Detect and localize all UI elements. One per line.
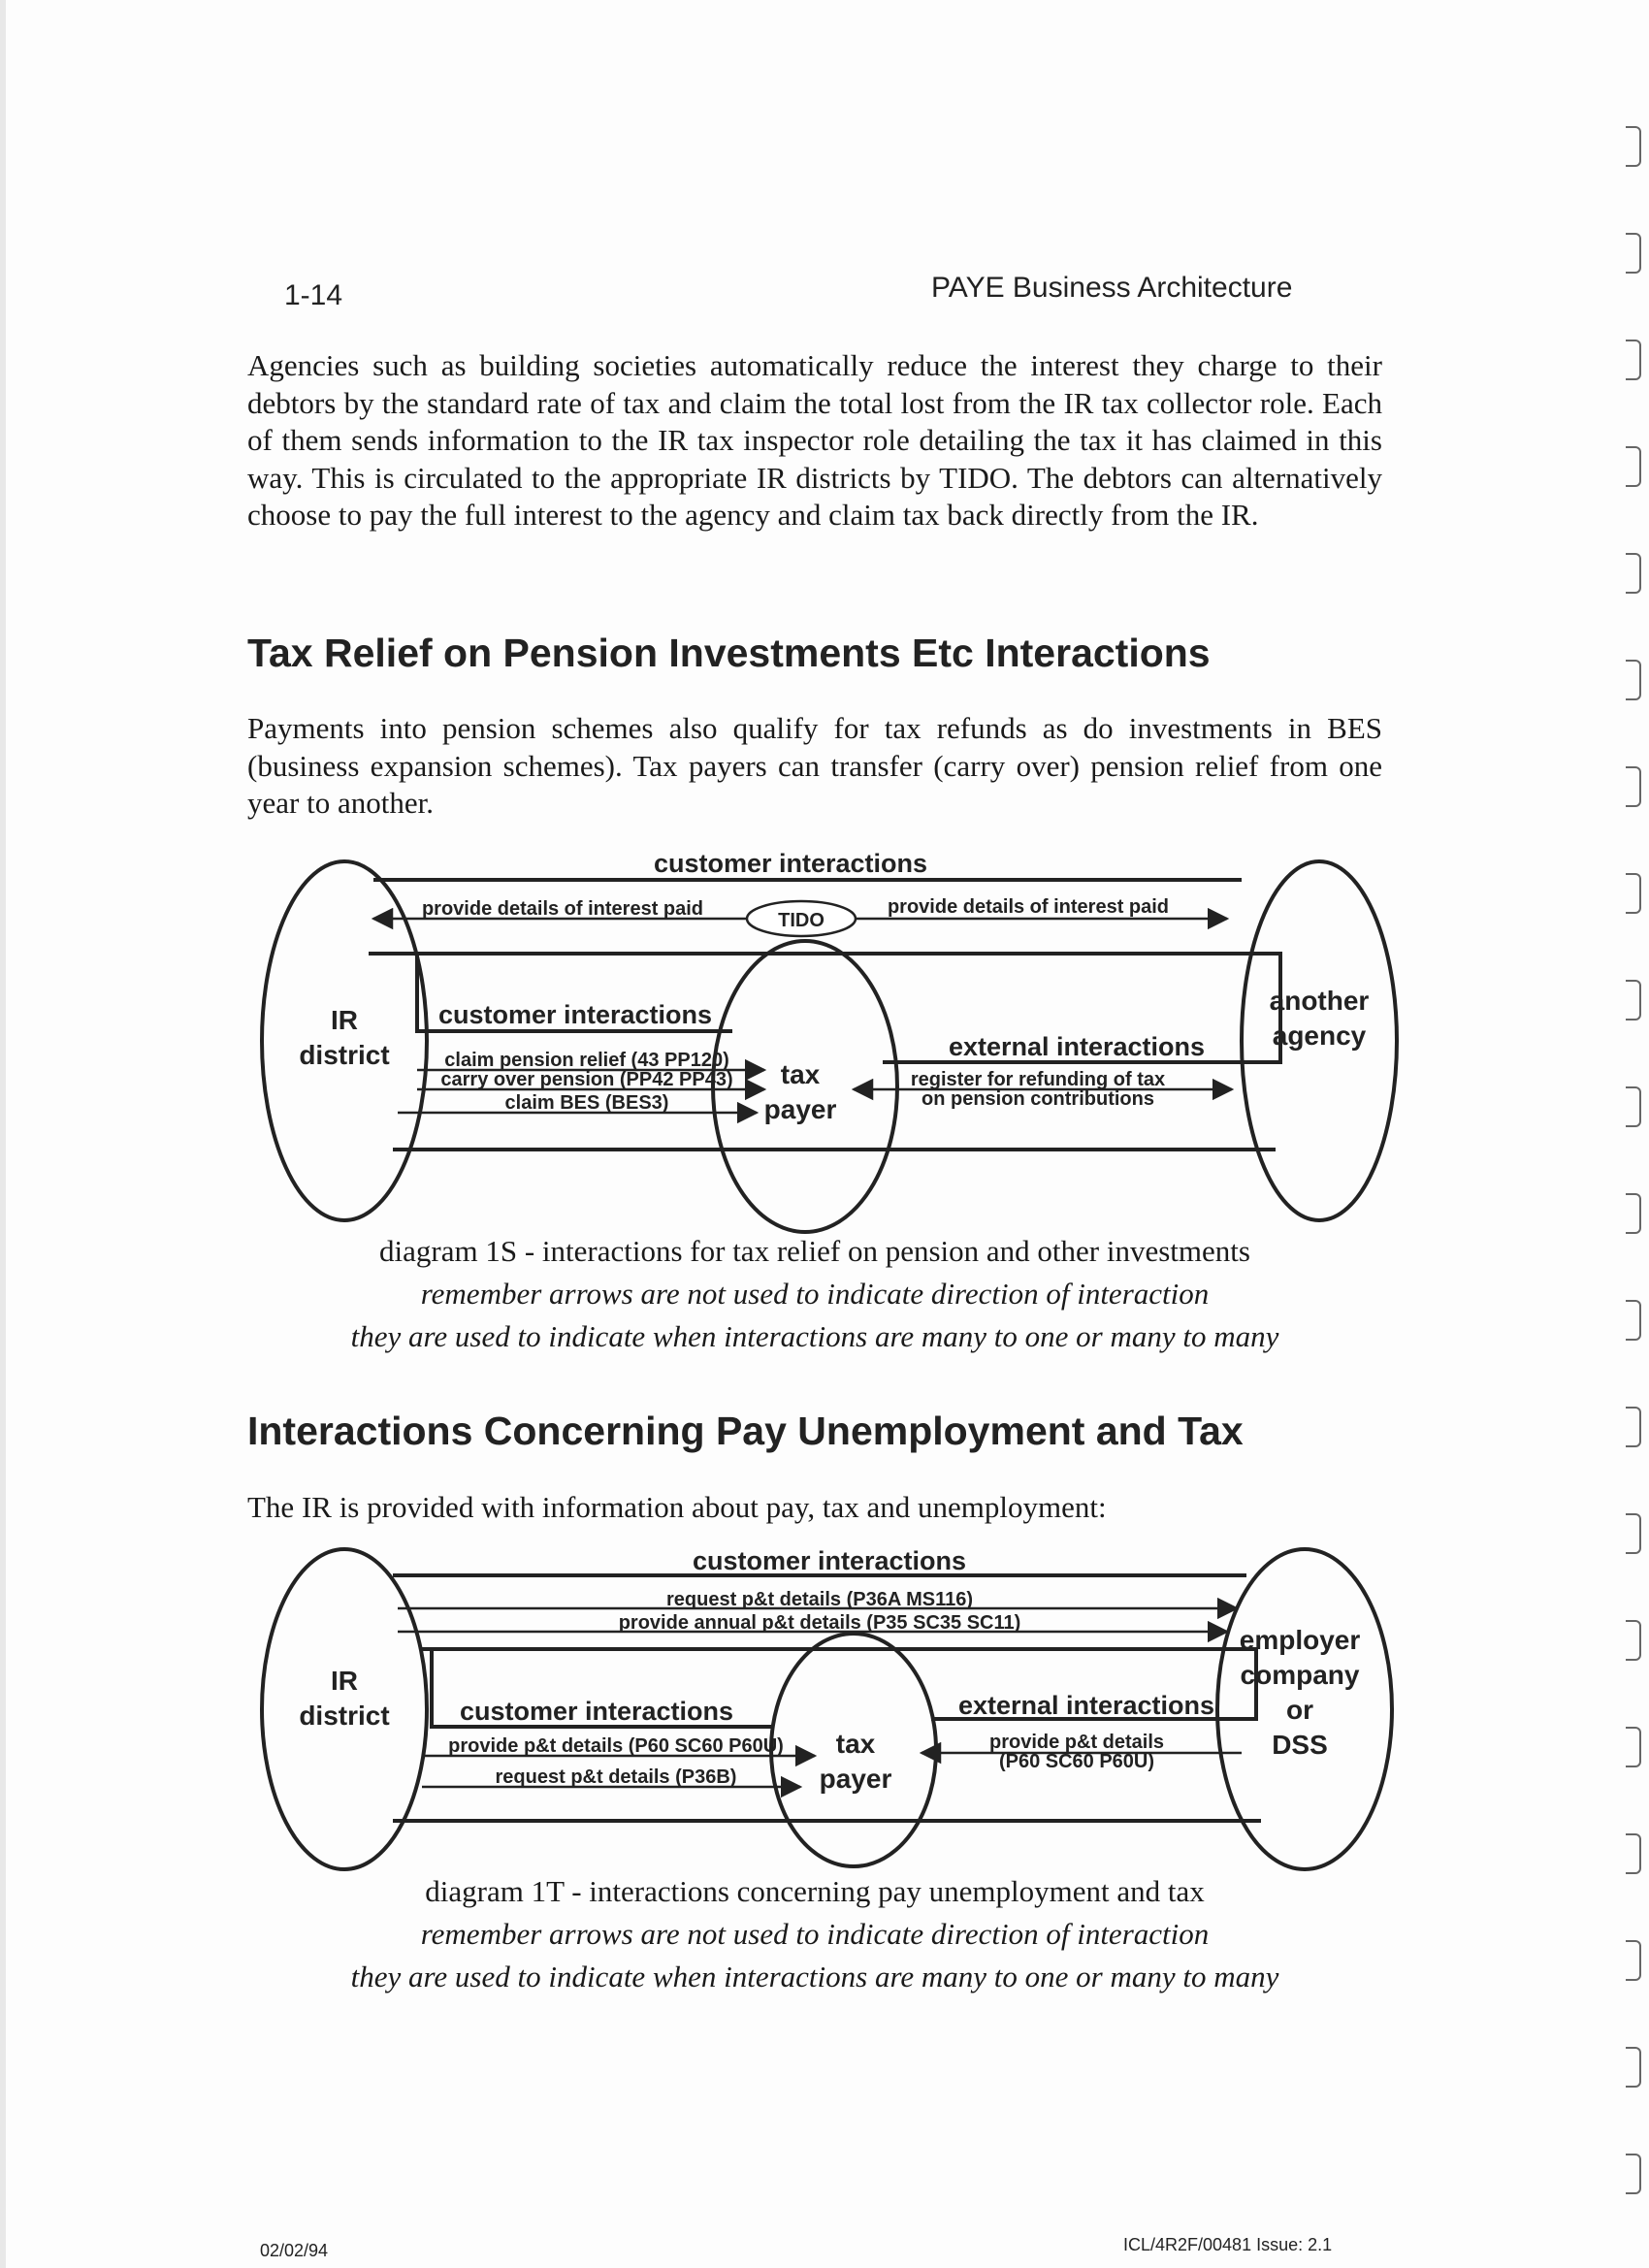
section-heading: Tax Relief on Pension Investments Etc Interactions [247,631,1211,675]
payer-label: payer [819,1764,892,1794]
page-edge [0,0,6,2268]
left-item-1: provide p&t details (P60 SC60 P60U) [448,1735,784,1757]
caption-note-1: remember arrows are not used to indicate direction of interaction [420,1917,1210,1951]
district-label: district [299,1701,390,1731]
company-label: company [1240,1660,1360,1690]
or-label: or [1286,1695,1313,1725]
tido-label: TIDO [778,910,824,931]
left-item-1: claim pension relief (43 PP120) [444,1050,729,1071]
right-item-1: provide p&t details [988,1732,1165,1753]
footer-date: 02/02/94 [260,2241,329,2260]
diagram-top-left-label: provide details of interest paid [421,898,704,920]
left-section-title: customer interactions [459,1697,734,1726]
agency-label: agency [1272,1021,1367,1051]
right-section-title: external interactions [948,1032,1206,1061]
payer-label: payer [763,1094,837,1124]
diagram-top-right-label: provide details of interest paid [887,896,1170,918]
another-label: another [1269,986,1370,1016]
right-item-1: register for refunding of tax [910,1069,1166,1090]
diagram-top-title: customer interactions [692,1546,967,1575]
caption-note-2: they are used to indicate when interactions are many to one or many to many [350,1319,1279,1353]
page-number: 1-14 [284,279,343,311]
employer-label: employer [1239,1625,1361,1655]
section-heading: Interactions Concerning Pay Unemployment and Tax [247,1409,1244,1453]
left-item-3: claim BES (BES3) [504,1092,669,1114]
section-paragraph: Payments into pension schemes also qualify for tax refunds as do investments in BES (business expansion schemes). Tax payers can transfer (carry over) pension relief from one year to another. [247,711,1382,820]
caption-note-1: remember arrows are not used to indicate direction of interaction [420,1277,1210,1311]
diagram-1s [242,829,1406,1237]
caption-title: diagram 1S - interactions for tax relief on pension and other investments [379,1234,1250,1268]
page-header-title: PAYE Business Architecture [931,272,1293,304]
diagram-1t [242,1535,1406,1884]
left-item-2: carry over pension (PP42 PP43) [440,1069,733,1090]
right-item-2: (P60 SC60 P60U) [998,1751,1155,1772]
caption-note-2: they are used to indicate when interactions are many to one or many to many [350,1960,1279,1993]
top-item-1: request p&t details (P36A MS116) [665,1589,974,1610]
footer-reference: ICL/4R2F/00481 Issue: 2.1 [1123,2235,1333,2254]
left-section-title: customer interactions [437,1000,713,1029]
district-label: district [299,1040,390,1070]
dss-label: DSS [1272,1730,1328,1760]
intro-paragraph: Agencies such as building societies automatically reduce the interest they charge to their debtors by the standard rate of tax and claim the total lost from the IR tax collector role. Each of them sends information to the IR tax inspector role detailing the tax it has claimed in this way. This is circulated to the appropriate IR districts by TIDO. The debtors can alternatively choose to pay the full interest to the agency and claim tax back directly from the IR. [247,348,1382,532]
diagram-top-title: customer interactions [653,849,928,878]
tax-label: tax [835,1729,876,1759]
diagram-caption [247,1870,1382,1998]
left-item-2: request p&t details (P36B) [495,1766,737,1788]
tax-label: tax [780,1059,821,1089]
top-item-2: provide annual p&t details (P35 SC35 SC11) [618,1612,1021,1634]
section-paragraph: The IR is provided with information about pay, tax and unemployment: [247,1490,1107,1524]
caption-title: diagram 1T - interactions concerning pay unemployment and tax [425,1874,1205,1908]
right-section-title: external interactions [957,1691,1215,1720]
right-item-2: on pension contributions [922,1088,1154,1110]
ir-label: IR [331,1666,358,1696]
diagram-caption [247,1230,1382,1358]
ir-label: IR [331,1005,358,1035]
